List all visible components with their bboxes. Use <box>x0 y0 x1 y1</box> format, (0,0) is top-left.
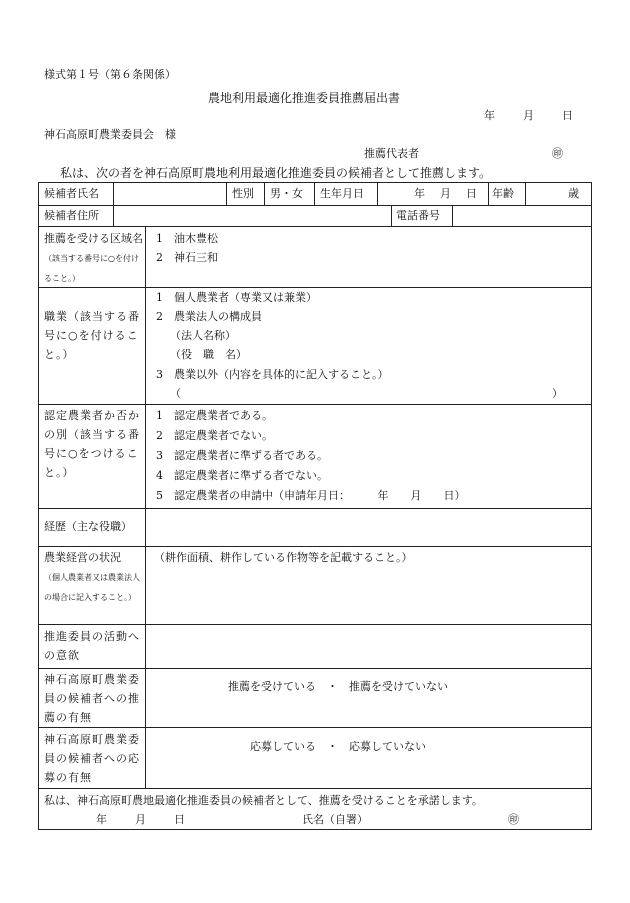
occupation-label: 職業（該当する番号に○を付けること。） <box>44 310 140 361</box>
district-note: （該当する番号に○を付けること。） <box>44 254 139 283</box>
divider <box>38 788 592 789</box>
divider <box>38 226 592 227</box>
farming-status-note: （個人農業者又は農業法人の場合に記入すること。） <box>44 573 140 602</box>
representative-label: 推薦代表者 <box>364 147 419 160</box>
submission-date: 年 月 日 <box>484 109 575 122</box>
motivation-label: 推進委員の活動への意欲 <box>44 630 140 662</box>
district-option: 1 油木豊松 <box>156 232 218 245</box>
consent-date: 年 月 日 <box>96 813 187 826</box>
corporation-name-field: （法人名称） <box>170 329 236 342</box>
occupation-option: 3 農業以外（内容を具体的に記入すること。） <box>156 368 389 381</box>
age-unit: 歳 <box>568 187 579 200</box>
form-number-label: 様式第１号（第６条関係） <box>44 68 176 81</box>
job-title-field: （役 職 名） <box>170 348 247 361</box>
divider <box>38 205 592 206</box>
certified-option: 5 認定農業者の申請中（申請年月日： 年 月 日） <box>156 489 466 502</box>
farming-status-label-text: 農業経営の状況 <box>44 551 121 564</box>
application-label: 神石高原町農業委員の候補者への応募の有無 <box>44 733 140 784</box>
column-divider <box>113 182 114 226</box>
occupation-option: 1 個人農業者（専業又は兼業） <box>156 291 317 304</box>
column-divider <box>145 226 146 788</box>
column-divider <box>377 182 378 205</box>
recommendation-label: 神石高原町農業委員の候補者への推薦の有無 <box>44 673 140 724</box>
certified-option: 1 認定農業者である。 <box>156 409 273 422</box>
certified-option: 4 認定農業者に準ずる者でない。 <box>156 469 328 482</box>
candidate-address-label: 候補者住所 <box>44 209 99 222</box>
application-options: 応募している ・ 応募していない <box>250 740 426 753</box>
divider <box>38 546 592 547</box>
column-divider <box>452 205 453 226</box>
intro-statement: 私は、次の者を神石高原町農地利用最適化推進委員の候補者として推薦します。 <box>60 166 492 180</box>
column-divider <box>391 205 392 226</box>
certified-option: 2 認定農業者でない。 <box>156 429 273 442</box>
divider <box>38 727 592 728</box>
occupation-detail-open: （ <box>170 387 181 400</box>
birthdate-placeholder: 年 月 日 <box>414 187 479 200</box>
signature-seal: ㊞ <box>508 813 519 826</box>
signature-label: 氏名（自署） <box>302 813 368 826</box>
phone-label: 電話番号 <box>396 209 440 222</box>
district-option: 2 神石三和 <box>156 251 218 264</box>
certified-option: 3 認定農業者に準ずる者である。 <box>156 449 328 462</box>
gender-label: 性別 <box>232 187 254 200</box>
consent-statement: 私は、神石高原町農地最適化推進委員の候補者として、推薦を受けることを承諾します。 <box>44 794 483 807</box>
divider <box>38 404 592 405</box>
representative-seal: ㊞ <box>552 147 563 160</box>
certified-farmer-label: 認定農業者か否かの別（該当する番号に○をつけること。） <box>44 409 140 479</box>
column-divider <box>264 182 265 205</box>
occupation-option: 2 農業法人の構成員 <box>156 310 262 323</box>
addressee: 神石高原町農業委員会 様 <box>44 128 176 141</box>
divider <box>38 668 592 669</box>
district-label-text: 推薦を受ける区域名 <box>44 232 143 245</box>
document-title: 農地利用最適化推進委員推薦届出書 <box>208 91 401 105</box>
candidate-name-label: 候補者氏名 <box>44 187 99 200</box>
career-label: 経歴（主な役職） <box>44 520 132 533</box>
farming-status-instruction: （耕作面積、耕作している作物等を記載すること。） <box>154 551 413 564</box>
gender-options: 男・女 <box>270 187 303 200</box>
column-divider <box>226 182 227 205</box>
occupation-detail-close: ） <box>552 387 563 400</box>
age-label: 年齢 <box>492 187 514 200</box>
farming-status-label <box>44 548 144 607</box>
column-divider <box>525 182 526 205</box>
birthdate-label: 生年月日 <box>320 187 364 200</box>
district-label <box>44 229 144 288</box>
column-divider <box>314 182 315 205</box>
divider <box>38 508 592 509</box>
column-divider <box>488 182 489 205</box>
divider <box>38 624 592 625</box>
recommendation-options: 推薦を受けている ・ 推薦を受けていない <box>228 680 448 693</box>
